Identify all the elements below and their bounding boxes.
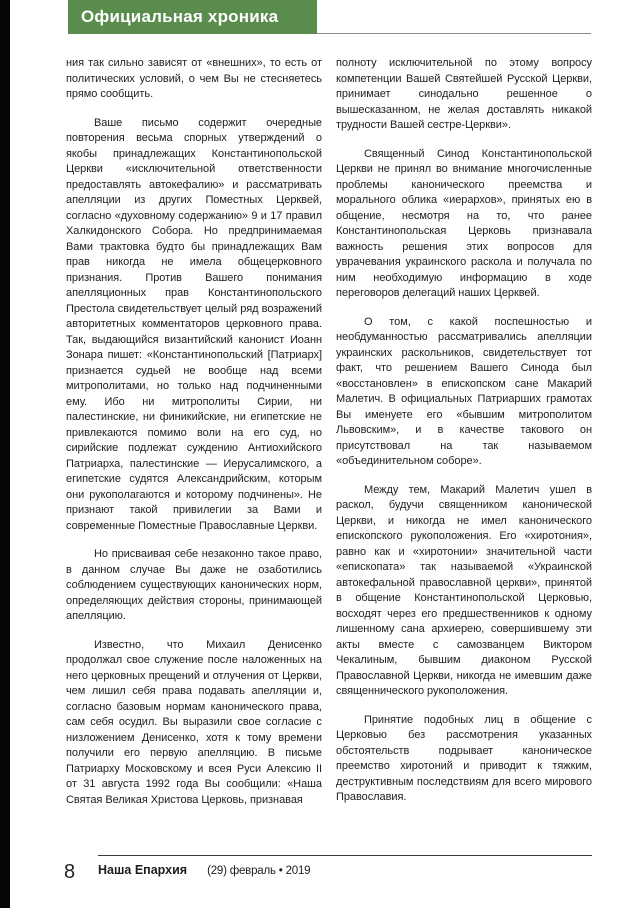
section-title: Официальная хроника	[81, 7, 279, 26]
footer-rule	[98, 855, 592, 882]
paragraph: Принятие подобных лиц в общение с Церковью без рассмотрения указанных обстоятельств подрывает каноническое преемство хиротоний и приводит к тяжким, деструктивным последствиям для всего мирового Православия.	[336, 713, 592, 803]
left-column	[66, 56, 322, 846]
page-footer	[64, 855, 592, 882]
issue-info: (29) февраль • 2019	[207, 865, 311, 877]
paragraph: Известно, что Михаил Денисенко продолжал свое служение после наложенных на него церковных прещений и отлучения от Церкви, чем лишил себя права подавать апелляции и, согласно базовым нормам канонического права, сам себя осудил. Вы выразили свое согласие с низложением Денисенко, хотя к тому времени получили его первую апелляцию. В письме Патриарху Московскому и всея Руси Алексию II от 31 августа 1992 года Вы сообщили: «Наша Святая Великая Христова Церковь, признавая	[66, 638, 322, 806]
journal-name: Наша Епархия	[98, 863, 188, 877]
paragraph: Между тем, Макарий Малетич ушел в раскол, будучи священником канонической Церкви, и никогда не имел канонического епископского рукоположения. Его «хиротония», равно как и «хиротонии» значительной части «епископата» так называемой «Украинской автокефальной православной церкви», принятой в общение Константинопольской Церковью, восходят через его предшественников к одному лишенному сана архиерею, совершившему эти акты вместе с самозванцем Виктором Чекалиным, бывшим диаконом Русской Православной Церкви, никогда не имевшим даже священнического рукоположения.	[336, 483, 592, 697]
paragraph: ния так сильно зависят от «внешних», то есть от политических условий, о чем Вы не стесняетесь прямо сообщить.	[66, 57, 322, 100]
paragraph: Ваше письмо содержит очередные повторения весьма спорных утверждений о якобы принадлежащих Константинопольской Церкви «исключительной ответственности предоставлять автокефалию» и рассматривать апелляции из других Поместных Церквей, согласно «духовному содержанию» 9 и 17 правил Халкидонского Собора. Но предпринимаемая Вами трактовка будто бы принадлежащих Вам прав никогда не имела общецерковного признания. Против Вашего понимания апелляционных прав Константинопольского Престола свидетельствует целый ряд возражений авторитетных комментаторов церковного права. Так, выдающийся византийский канонист Иоанн Зонара пишет: «Константинопольский [Патриарх] признается судьей не вообще над всеми митрополитами, но только над подчиненными ему. Ибо ни митрополиты Сирии, ни палестинские, ни финикийские, ни египетские не привлекаются помимо воли на его суд, но сирийские подлежат суждению Антиохийского Патриарха, палестинские — Иерусалимского, а египетские судятся Александрийским, которым они рукополагаются и которому подчинены». Не признают такой привилегии за Вами и современные Поместные Православные Церкви.	[66, 116, 322, 532]
paragraph: Священный Синод Константинопольской Церкви не принял во внимание многочисленные проблемы канонического преемства и морального облика «иерархов», принятых ею в общение, несмотря на то, что ранее Константинопольская Церковь признавала важность решения этих вопросов для уврачевания украинского раскола и получала по ним необходимую информацию в ходе переговоров делегаций наших Церквей.	[336, 147, 592, 299]
right-column	[336, 56, 592, 846]
page-edge-strip	[0, 0, 10, 908]
paragraph: О том, с какой поспешностью и необдуманностью рассматривались апелляции украинских раскольников, свидетельствует тот факт, что решением Вашего Синода был «восстановлен» в епископском сане Макарий Малетич. В официальных Патриарших грамотах Вы именуете его «бывшим митрополитом Львовским», и в качестве такового он присутствовал на так называемом «объединительном соборе».	[336, 315, 592, 467]
paragraph: полноту исключительной по этому вопросу компетенции Вашей Святейшей Русской Церкви, принимает синодально решенное о вышесказанном, не желая доставлять никакой трудности Вашей сестре-Церкви».	[336, 57, 592, 131]
article-body	[66, 56, 592, 846]
header-rule	[317, 33, 591, 34]
section-header-banner	[68, 0, 317, 34]
paragraph: Но присваивая себе незаконно такое право, в данном случае Вы даже не озаботились соблюдением существующих канонических норм, определяющих действия стороны, принимающей апелляцию.	[66, 548, 322, 622]
page-number: 8	[64, 861, 76, 883]
